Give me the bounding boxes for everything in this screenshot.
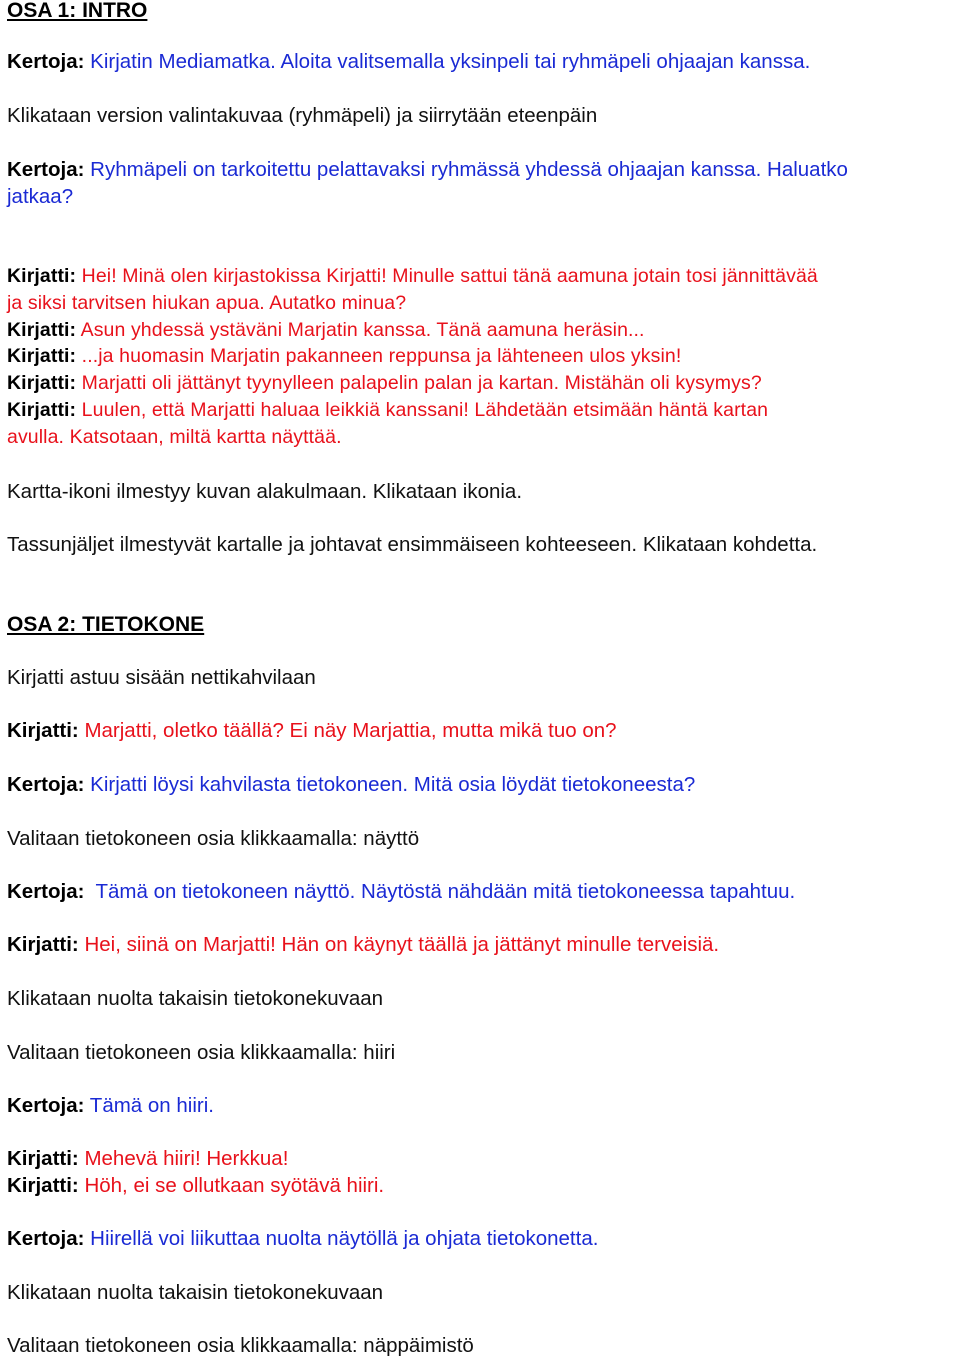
cat-text: Höh, ei se ollutkaan syötävä hiiri.: [78, 1174, 385, 1197]
narrator-line: [7, 882, 795, 903]
instruction-line: Kirjatti astuu sisään nettikahvilaan: [7, 666, 316, 689]
cat-dialogue-line: [7, 267, 818, 287]
speaker-label: Kertoja:: [7, 50, 85, 73]
speaker-label: Kirjatti:: [7, 345, 77, 367]
narrator-text: Kirjatin Mediamatka. Aloita valitsemalla yksinpeli tai ryhmäpeli ohjaajan kanssa.: [84, 50, 811, 73]
narrator-text: Hiirellä voi liikuttaa nuolta näytöllä ja ohjata tietokonetta.: [84, 1227, 599, 1250]
speaker-label: Kirjatti:: [7, 265, 77, 287]
instruction-line: Klikataan nuolta takaisin tietokonekuvaan: [7, 1281, 384, 1304]
cat-dialogue-line: [7, 401, 768, 421]
cat-text-continued: avulla. Katsotaan, miltä kartta näyttää.: [7, 426, 342, 448]
instruction-line: Klikataan nuolta takaisin tietokonekuvaan: [7, 987, 384, 1010]
narrator-line: [7, 52, 810, 73]
section-heading-computer: OSA 2: TIETOKONE: [7, 613, 205, 636]
instruction-line: Kartta-ikoni ilmestyy kuvan alakulmaan. Klikataan ikonia.: [7, 480, 523, 503]
section-heading-intro: OSA 1: INTRO: [7, 0, 148, 22]
speaker-label: Kirjatti:: [7, 319, 77, 341]
narrator-text-continued: jatkaa?: [7, 185, 74, 208]
narrator-text: Tämä on tietokoneen näyttö. Näytöstä nähdään mitä tietokoneessa tapahtuu.: [84, 880, 796, 903]
narrator-line: [7, 1096, 214, 1117]
narrator-line: [7, 775, 695, 796]
cat-dialogue-line: [7, 321, 645, 341]
narrator-line: [7, 1229, 598, 1250]
cat-dialogue-line: [7, 721, 617, 742]
cat-text: ...ja huomasin Marjatin pakanneen reppunsa ja lähteneen ulos yksin!: [76, 345, 682, 367]
speaker-label: Kertoja:: [7, 773, 85, 796]
cat-dialogue-line: [7, 1176, 384, 1197]
speaker-label: Kirjatti:: [7, 1174, 79, 1197]
instruction-line: Klikataan version valintakuvaa (ryhmäpeli) ja siirrytään eteenpäin: [7, 104, 598, 127]
speaker-label: Kirjatti:: [7, 372, 77, 394]
cat-text: Asun yhdessä ystäväni Marjatin kanssa. Tänä aamuna heräsin...: [76, 319, 645, 341]
speaker-label: Kertoja:: [7, 1227, 85, 1250]
cat-text: Marjatti oli jättänyt tyynylleen palapelin palan ja kartan. Mistähän oli kysymys?: [76, 372, 762, 394]
speaker-label: Kertoja:: [7, 880, 85, 903]
instruction-line: Valitaan tietokoneen osia klikkaamalla: näppäimistö: [7, 1334, 474, 1357]
cat-text: Hei! Minä olen kirjastokissa Kirjatti! Minulle sattui tänä aamuna jotain tosi jännittävää: [76, 265, 818, 287]
speaker-label: Kirjatti:: [7, 719, 79, 742]
cat-text: Mehevä hiiri! Herkkua!: [78, 1147, 289, 1170]
cat-dialogue-line: [7, 374, 762, 394]
cat-text-continued: ja siksi tarvitsen hiukan apua. Autatko minua?: [7, 292, 407, 314]
narrator-text: Kirjatti löysi kahvilasta tietokoneen. Mitä osia löydät tietokoneesta?: [84, 773, 696, 796]
narrator-line: [7, 160, 848, 181]
instruction-line: Tassunjäljet ilmestyvät kartalle ja johtavat ensimmäiseen kohteeseen. Klikataan kohdetta.: [7, 533, 818, 556]
instruction-line: Valitaan tietokoneen osia klikkaamalla: näyttö: [7, 827, 420, 850]
instruction-line: Valitaan tietokoneen osia klikkaamalla: hiiri: [7, 1041, 396, 1064]
cat-dialogue-line: [7, 935, 719, 956]
narrator-text: Tämä on hiiri.: [84, 1094, 214, 1117]
speaker-label: Kirjatti:: [7, 399, 77, 421]
cat-dialogue-line: [7, 347, 681, 367]
speaker-label: Kertoja:: [7, 158, 85, 181]
cat-dialogue-line: [7, 1149, 288, 1170]
speaker-label: Kirjatti:: [7, 1147, 79, 1170]
narrator-text: Ryhmäpeli on tarkoitettu pelattavaksi ryhmässä yhdessä ohjaajan kanssa. Haluatko: [84, 158, 848, 181]
cat-text: Hei, siinä on Marjatti! Hän on käynyt täällä ja jättänyt minulle terveisiä.: [78, 933, 720, 956]
cat-text: Marjatti, oletko täällä? Ei näy Marjattia, mutta mikä tuo on?: [78, 719, 617, 742]
cat-text: Luulen, että Marjatti haluaa leikkiä kanssani! Lähdetään etsimään häntä kartan: [76, 399, 769, 421]
speaker-label: Kertoja:: [7, 1094, 85, 1117]
speaker-label: Kirjatti:: [7, 933, 79, 956]
